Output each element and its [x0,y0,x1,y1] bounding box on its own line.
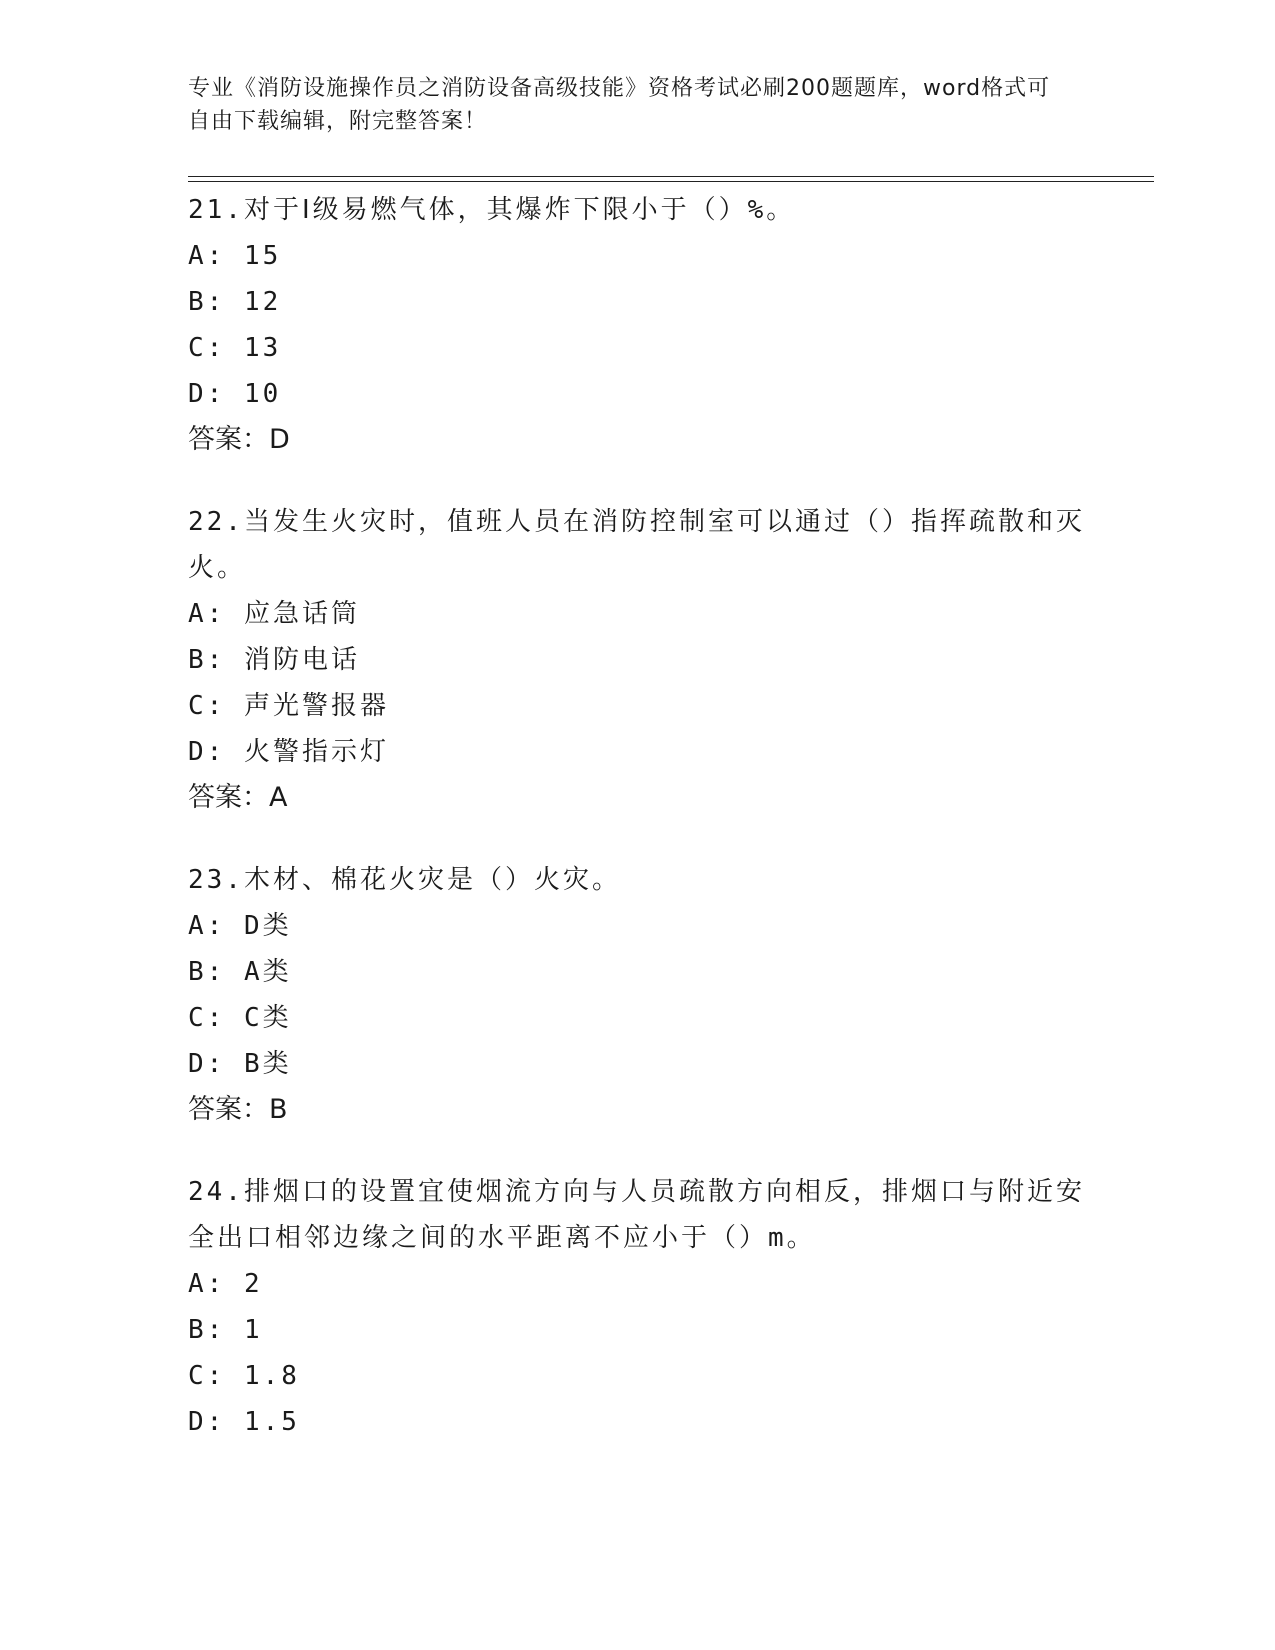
option-d: D: B类 [188,1049,292,1079]
option-d: D: 火警指示灯 [188,737,389,767]
option-a: A: 应急话筒 [188,599,360,629]
option-c: C: C类 [188,1003,292,1033]
option-a: A: 15 [188,241,282,271]
question-list [188,187,1088,1481]
header-divider-bottom [188,181,1154,182]
question-stem: 24.排烟口的设置宜使烟流方向与人员疏散方向相反，排烟口与附近安全出口相邻边缘之间的水平距离不应小于（）m。 [188,1177,1085,1253]
option-b: B: 1 [188,1315,263,1345]
answer: 答案：A [188,782,288,813]
option-b: B: A类 [188,957,292,987]
header-divider-top [188,176,1154,177]
answer: 答案：B [188,1094,288,1125]
question-21 [188,187,1088,463]
option-c: C: 1.8 [188,1361,300,1391]
option-d: D: 1.5 [188,1407,300,1437]
option-d: D: 10 [188,379,282,409]
option-b: B: 12 [188,287,282,317]
document-header: 专业《消防设施操作员之消防设备高级技能》资格考试必刷200题题库，word格式可自由下载编辑，附完整答案！ [188,76,1051,134]
question-stem: 22.当发生火灾时，值班人员在消防控制室可以通过（）指挥疏散和灭火。 [188,507,1085,583]
option-c: C: 13 [188,333,282,363]
question-22 [188,499,1088,821]
option-c: C: 声光警报器 [188,691,389,721]
option-b: B: 消防电话 [188,645,360,675]
question-24 [188,1169,1088,1445]
option-a: A: 2 [188,1269,263,1299]
answer: 答案：D [188,424,290,455]
question-23 [188,857,1088,1133]
question-stem: 21.对于Ⅰ级易燃气体，其爆炸下限小于（）%。 [188,195,796,225]
option-a: A: D类 [188,911,292,941]
question-stem: 23.木材、棉花火灾是（）火灾。 [188,865,621,895]
